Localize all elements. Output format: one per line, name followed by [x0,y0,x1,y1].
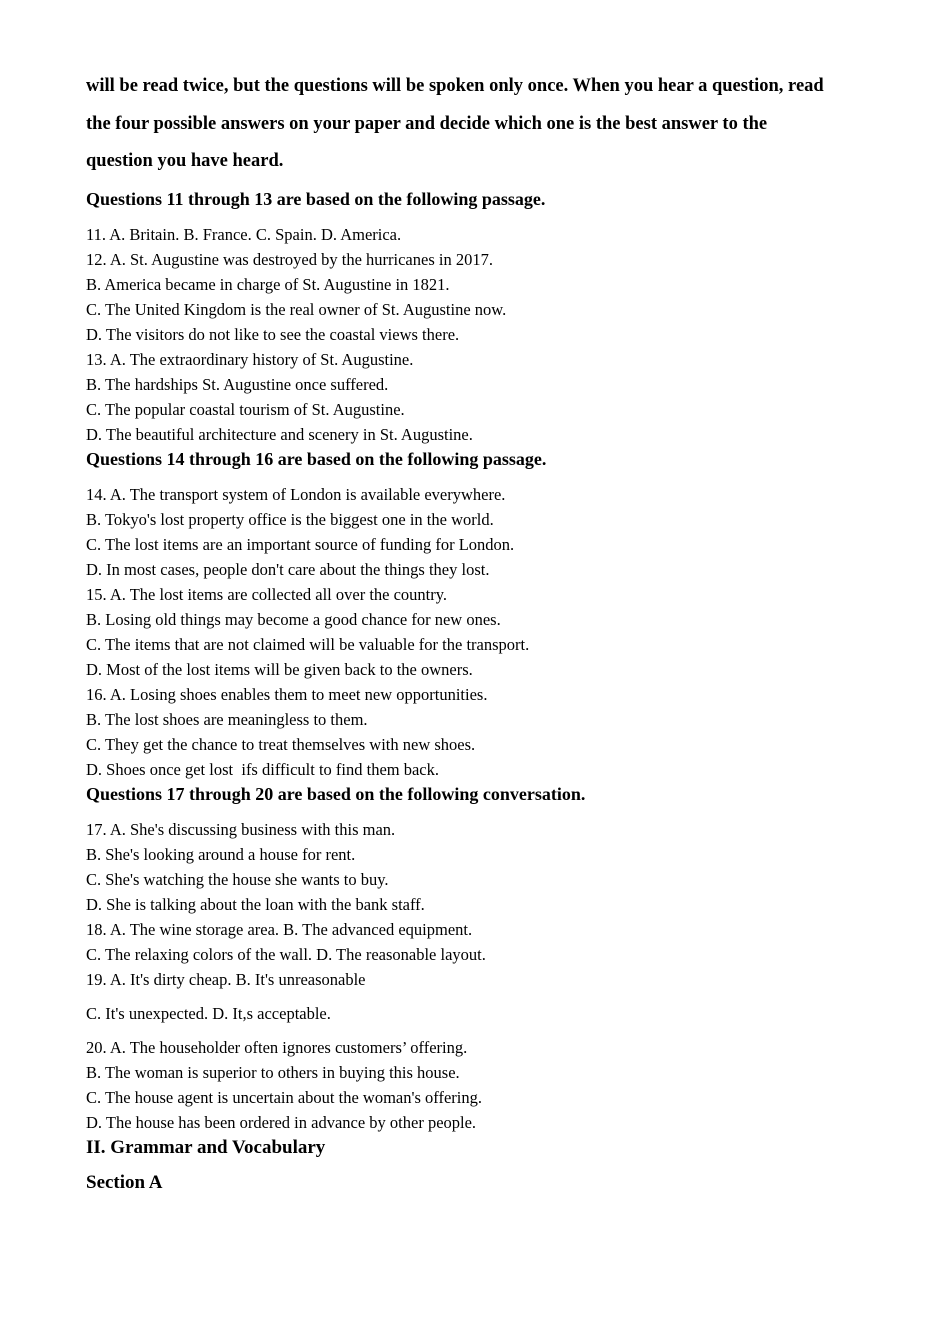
answer-option-line: 11. A. Britain. B. France. C. Spain. D. America. [86,224,402,244]
section-title: Section A [86,1171,163,1193]
intro-paragraph-line: will be read twice, but the questions will be spoken only once. When you hear a question, read [86,76,824,96]
answer-option-line: 18. A. The wine storage area. B. The advanced equipment. [86,919,473,939]
answer-option-line: D. The beautiful architecture and scenery in St. Augustine. [86,424,473,444]
answer-option-line: B. The hardships St. Augustine once suffered. [86,374,389,394]
question-group-heading: Questions 11 through 13 are based on the following passage. [86,188,546,209]
answer-option-line: B. She's looking around a house for rent. [86,844,356,864]
answer-option-line: C. The items that are not claimed will be valuable for the transport. [86,634,530,654]
answer-option-line: D. Most of the lost items will be given back to the owners. [86,659,473,679]
answer-option-line: C. The relaxing colors of the wall. D. The reasonable layout. [86,944,486,964]
answer-option-line: C. The popular coastal tourism of St. Augustine. [86,399,405,419]
answer-option-line: D. The visitors do not like to see the coastal views there. [86,324,460,344]
answer-option-line: 17. A. She's discussing business with this man. [86,819,396,839]
answer-option-line: 15. A. The lost items are collected all over the country. [86,584,448,604]
answer-option-line: C. They get the chance to treat themselves with new shoes. [86,734,476,754]
intro-paragraph-line: the four possible answers on your paper and decide which one is the best answer to the [86,113,768,134]
answer-option-line: C. The United Kingdom is the real owner of St. Augustine now. [86,299,507,319]
answer-option-line: B. America became in charge of St. Augustine in 1821. [86,274,450,294]
answer-option-line: C. The lost items are an important source of funding for London. [86,534,515,554]
answer-option-line: 14. A. The transport system of London is available everywhere. [86,484,506,504]
answer-option-line: B. Losing old things may become a good chance for new ones. [86,609,501,629]
intro-paragraph-line: question you have heard. [86,151,284,171]
answer-option-line: D. Shoes once get lost ifs difficult to find them back. [86,759,440,779]
part-title: II. Grammar and Vocabulary [86,1136,326,1158]
answer-option-line: 20. A. The householder often ignores customers’ offering. [86,1037,468,1057]
answer-option-line: 13. A. The extraordinary history of St. Augustine. [86,349,414,369]
answer-option-line: 19. A. It's dirty cheap. B. It's unreasonable [86,969,366,989]
answer-option-line: 12. A. St. Augustine was destroyed by the hurricanes in 2017. [86,249,493,269]
answer-option-line: D. In most cases, people don't care about the things they lost. [86,559,490,579]
question-group-heading: Questions 14 through 16 are based on the following passage. [86,448,547,469]
answer-option-line: D. The house has been ordered in advance by other people. [86,1112,477,1132]
answer-option-line: C. The house agent is uncertain about the woman's offering. [86,1087,482,1107]
answer-option-line: 16. A. Losing shoes enables them to meet new opportunities. [86,684,488,704]
answer-option-line: D. She is talking about the loan with the bank staff. [86,894,425,914]
answer-option-line: B. The woman is superior to others in buying this house. [86,1062,460,1082]
answer-option-line: C. She's watching the house she wants to buy. [86,869,389,889]
answer-option-line: C. It's unexpected. D. It,s acceptable. [86,1003,331,1023]
answer-option-line: B. The lost shoes are meaningless to them. [86,709,368,729]
answer-option-line: B. Tokyo's lost property office is the biggest one in the world. [86,509,494,529]
question-group-heading: Questions 17 through 20 are based on the following conversation. [86,783,586,804]
